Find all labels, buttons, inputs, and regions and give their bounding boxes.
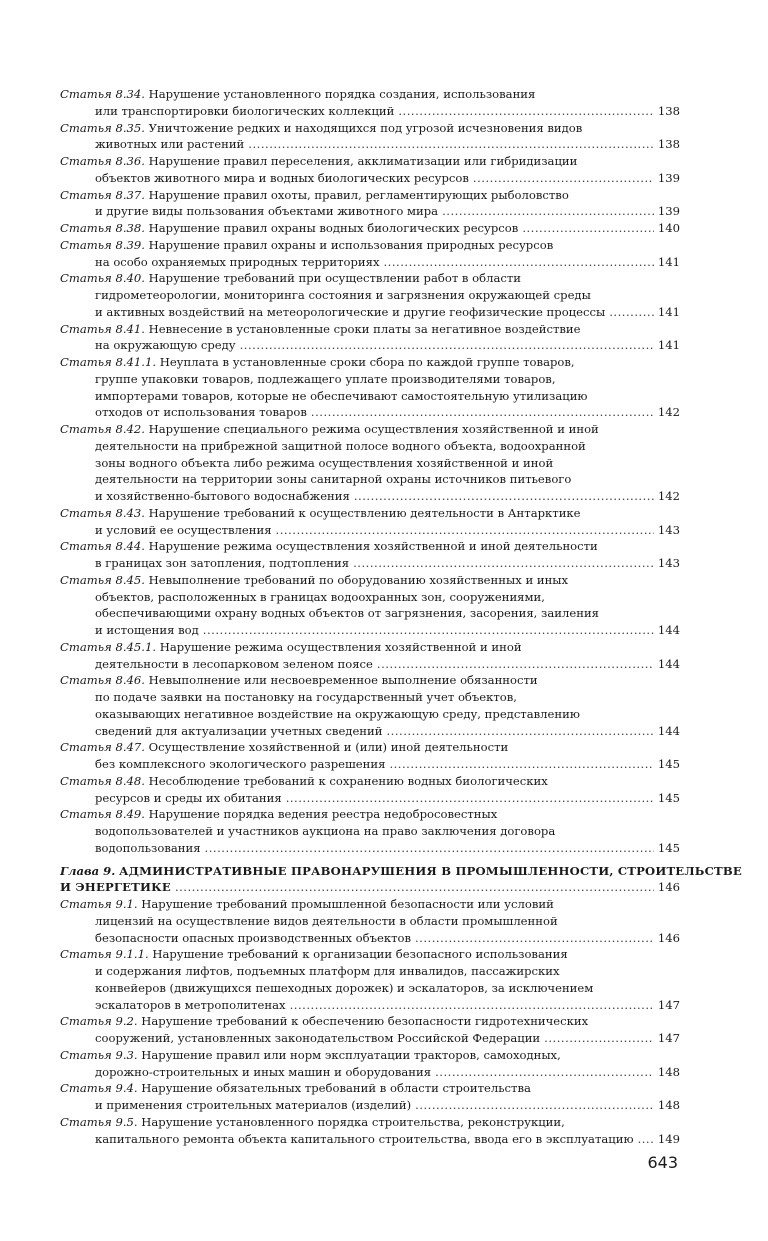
article-label: Статья 8.38.	[60, 221, 145, 235]
article-title-text: водопользования	[95, 840, 201, 855]
toc-entry-line	[60, 120, 680, 137]
toc-entry[interactable]	[60, 1047, 680, 1081]
toc-entry[interactable]	[60, 86, 680, 120]
toc-entry-line	[60, 270, 680, 287]
toc-entry-line	[60, 505, 680, 522]
article-label: Статья 8.47.	[60, 740, 145, 755]
toc-entry[interactable]	[60, 538, 680, 572]
article-title-text: Неуплата в установленные сроки сбора по каждой группе товаров,	[159, 355, 575, 369]
toc-page-ref: 148	[657, 1098, 680, 1112]
toc-page-ref: 138	[657, 137, 680, 152]
article-title-text: Нарушение требований при осуществлении работ в области	[148, 271, 522, 286]
article-title-text: конвейеров (движущихся пешеходных дорожек) и эскалаторов, за исключением	[95, 980, 594, 995]
toc-chapter-9-heading	[60, 863, 742, 897]
toc-entry-line	[60, 555, 680, 572]
article-label: Статья 8.37.	[60, 187, 145, 202]
article-title-text: Нарушение требований промышленной безопасности или условий	[141, 897, 554, 911]
toc-entry-line	[60, 1114, 680, 1131]
article-label: Статья 8.41.1.	[60, 355, 157, 369]
article-title-text: отходов от использования товаров	[95, 405, 307, 420]
toc-entry-line	[60, 86, 680, 103]
dot-leader	[290, 997, 654, 1014]
dot-leader	[442, 203, 654, 220]
article-label: Статья 8.34.	[60, 87, 145, 101]
toc-entry-line	[60, 254, 680, 271]
toc-entry-line	[60, 739, 680, 756]
toc-entry-line	[60, 103, 680, 120]
article-title-text: эскалаторов в метрополитенах	[95, 997, 286, 1012]
toc-entry-line	[60, 136, 680, 153]
article-label: Статья 8.48.	[60, 773, 145, 788]
toc-entry[interactable]	[60, 270, 680, 320]
dot-leader	[383, 254, 653, 271]
toc-page-ref: 147	[657, 1031, 680, 1045]
dot-leader	[398, 103, 654, 120]
article-title-text: Нарушение правил переселения, акклиматизации или гибридизации	[148, 154, 578, 168]
article-title-text: в границах зон затопления, подтопления	[95, 556, 350, 570]
toc-page-ref: 139	[657, 170, 680, 185]
article-label: Статья 9.5.	[60, 1114, 138, 1129]
toc-entry-line	[60, 404, 680, 421]
toc-entry[interactable]	[60, 153, 680, 187]
article-title-text: ресурсов и среды их обитания	[95, 790, 282, 805]
toc-entry-line	[60, 371, 680, 388]
toc-entry[interactable]	[60, 946, 680, 1013]
article-title-text: деятельности на территории зоны санитарной охраны источников питьевого	[95, 472, 572, 487]
toc-entry[interactable]	[60, 321, 680, 355]
article-title-text: и хозяйственно-бытового водоснабжения	[95, 489, 350, 503]
toc-entry-line	[60, 806, 680, 823]
article-title-text: оказывающих негативное воздействие на окружающую среду, представлению	[95, 706, 580, 721]
toc-page-ref: 141	[657, 304, 680, 319]
article-title-text: безопасности опасных производственных объектов	[95, 930, 411, 945]
article-label: Статья 8.45.	[60, 572, 145, 587]
article-title-text: или транспортировки биологических коллекций	[95, 103, 395, 118]
article-title-text: Нарушение специального режима осуществления хозяйственной и иной	[148, 422, 599, 436]
toc-entry[interactable]	[60, 672, 680, 739]
toc-entry-line	[60, 455, 680, 472]
dot-leader	[638, 1131, 654, 1148]
dot-leader	[386, 723, 653, 740]
toc-page-ref: 145	[657, 790, 680, 805]
toc-page-ref: 144	[657, 723, 680, 738]
toc-entry-line	[60, 321, 680, 338]
article-title-text: Нарушение установленного порядка строительства, реконструкции,	[141, 1114, 565, 1129]
toc-entry-line	[60, 203, 680, 220]
dot-leader	[205, 840, 654, 857]
article-title-text: Нарушение установленного порядка создания, использования	[148, 87, 536, 101]
toc-entry-line	[60, 773, 680, 790]
toc-entry-line	[60, 930, 680, 947]
article-title-text: группе упаковки товаров, подлежащего уплате производителями товаров,	[95, 371, 556, 386]
article-title-text: объектов, расположенных в границах водоохранных зон, сооружениями,	[95, 589, 545, 604]
toc-entry[interactable]	[60, 1080, 680, 1114]
article-title-text: обеспечивающими охрану водных объектов от загрязнения, засорения, заиления	[95, 606, 599, 621]
article-label: Статья 8.49.	[60, 807, 145, 822]
toc-entry-line	[60, 170, 680, 187]
toc-entry-line	[60, 589, 680, 606]
dot-leader	[276, 522, 654, 539]
article-title-text: водопользователей и участников аукциона на право заключения договора	[95, 824, 556, 838]
article-title-text: по подаче заявки на постановку на государственный учет объектов,	[95, 690, 517, 704]
toc-page-ref: 138	[657, 103, 680, 118]
dot-leader	[240, 337, 654, 354]
toc-entry-line	[60, 572, 680, 589]
toc-entry-line	[60, 220, 680, 237]
article-title-text: на окружающую среду	[95, 338, 236, 353]
article-title-text: сведений для актуализации учетных сведений	[95, 723, 383, 738]
toc-entry-line	[60, 438, 680, 455]
toc-entry-line	[60, 913, 680, 930]
article-title-text: и условий ее осуществления	[95, 522, 272, 537]
dot-leader	[435, 1064, 654, 1081]
dot-leader	[354, 488, 654, 505]
dot-leader	[286, 790, 654, 807]
toc-page-ref: 143	[657, 556, 680, 570]
toc-entry-line	[60, 187, 680, 204]
toc-entry-line	[60, 756, 680, 773]
toc-entry-line	[60, 1013, 680, 1030]
article-title-text: Уничтожение редких и находящихся под угрозой исчезновения видов	[148, 120, 583, 135]
toc-entry-line	[60, 237, 680, 254]
dot-leader	[175, 879, 654, 896]
toc-entry-line	[60, 963, 680, 980]
article-label: Статья 9.3.	[60, 1047, 138, 1062]
toc-entry[interactable]	[60, 806, 680, 856]
toc-entry-line	[60, 622, 680, 639]
article-title-text: и истощения вод	[95, 623, 199, 637]
toc-entry-line	[60, 471, 680, 488]
article-title-text: и другие виды пользования объектами животного мира	[95, 204, 439, 219]
toc-entry-line	[60, 1131, 680, 1148]
article-title-text: Нарушение режима осуществления хозяйственной и иной деятельности	[148, 539, 598, 554]
article-title-text: и активных воздействий на метеорологические и другие геофизические процессы	[95, 304, 606, 319]
article-title-text: и содержания лифтов, подъемных платформ для инвалидов, пассажирских	[95, 964, 560, 978]
article-title-text: гидрометеорологии, мониторинга состояния и загрязнения окружающей среды	[95, 288, 591, 302]
dot-leader	[389, 756, 653, 773]
article-title-text: Нарушение требований к обеспечению безопасности гидротехнических	[141, 1014, 589, 1029]
toc-entry-line	[60, 879, 680, 896]
article-title-text: деятельности на прибрежной защитной полосе водного объекта, водоохранной	[95, 438, 586, 453]
article-title-text: зоны водного объекта либо режима осуществления хозяйственной и иной	[95, 455, 554, 470]
toc-entry-line	[60, 997, 680, 1014]
article-title-text: Нарушение правил охоты, правил, регламентирующих рыболовство	[148, 187, 569, 202]
article-label: Статья 8.40.	[60, 271, 145, 286]
toc-entry-line	[60, 946, 680, 963]
article-title-text: Нарушение режима осуществления хозяйственной и иной	[159, 639, 522, 654]
article-title-text: сооружений, установленных законодательством Российской Федерации	[95, 1031, 541, 1045]
dot-leader	[248, 136, 654, 153]
article-label: Статья 9.4.	[60, 1081, 138, 1096]
toc-page-ref: 149	[657, 1131, 680, 1146]
toc-entry[interactable]	[60, 639, 680, 673]
toc-entry-line	[60, 896, 680, 913]
toc-entry-line	[60, 488, 680, 505]
toc-entry[interactable]	[60, 1013, 680, 1047]
chapter-label: Глава 9.	[60, 863, 116, 878]
toc-entry-line	[60, 304, 680, 321]
dot-leader	[353, 555, 654, 572]
toc-entry-line	[60, 672, 680, 689]
toc-page-ref: 141	[657, 254, 680, 269]
toc-page-ref: 143	[657, 522, 680, 537]
article-label: Статья 8.35.	[60, 120, 145, 135]
toc-entry-line	[60, 538, 680, 555]
article-title-text: Осуществление хозяйственной и (или) иной деятельности	[148, 740, 509, 755]
article-title-text: Нарушение правил охраны водных биологических ресурсов	[148, 221, 519, 235]
toc-page-ref: 147	[657, 997, 680, 1012]
article-title-text: Несоблюдение требований к сохранению водных биологических	[148, 773, 548, 788]
dot-leader	[473, 170, 654, 187]
article-title-text: Нарушение требований к организации безопасного использования	[152, 947, 568, 962]
toc-entry-line	[60, 1030, 680, 1047]
table-of-contents	[60, 86, 742, 1147]
article-title-text: Нарушение порядка ведения реестра недобросовестных	[148, 807, 498, 822]
article-label: Статья 8.44.	[60, 539, 145, 554]
article-title-text: Невыполнение требований по оборудованию хозяйственных и иных	[148, 572, 569, 587]
article-label: Статья 8.45.1.	[60, 639, 157, 654]
dot-leader	[522, 220, 654, 237]
toc-entry-line	[60, 706, 680, 723]
dot-leader	[311, 404, 654, 421]
toc-entry-line	[60, 689, 680, 706]
toc-entry-line	[60, 1080, 680, 1097]
article-label: Статья 9.1.1.	[60, 947, 149, 962]
toc-page-ref: 141	[657, 338, 680, 353]
toc-entry-line	[60, 1047, 680, 1064]
toc-entry[interactable]	[60, 421, 680, 505]
toc-page-ref: 144	[657, 656, 680, 671]
dot-leader	[609, 304, 654, 321]
article-title-text: на особо охраняемых природных территориях	[95, 254, 380, 269]
toc-page-ref: 139	[657, 204, 680, 219]
article-title-text: животных или растений	[95, 137, 245, 152]
article-label: Статья 8.41.	[60, 321, 145, 336]
article-title-text: Невнесение в установленные сроки платы за негативное воздействие	[148, 321, 581, 336]
toc-entry-line	[60, 1064, 680, 1081]
article-title-text: Невыполнение или несвоевременное выполнение обязанности	[148, 673, 538, 688]
toc-entry-line	[60, 790, 680, 807]
chapter-title-text: АДМИНИСТРАТИВНЫЕ ПРАВОНАРУШЕНИЯ В ПРОМЫШЛЕННОСТИ, СТРОИТЕЛЬСТВЕ	[118, 863, 742, 878]
toc-entry-line	[60, 287, 680, 304]
article-label: Статья 9.1.	[60, 897, 138, 911]
toc-entry-line	[60, 421, 680, 438]
page-number: 643	[647, 1153, 678, 1172]
article-title-text: лицензий на осуществление видов деятельности в области промышленной	[95, 913, 558, 928]
dot-leader	[415, 930, 654, 947]
toc-entry[interactable]	[60, 505, 680, 539]
article-title-text: объектов животного мира и водных биологических ресурсов	[95, 170, 469, 185]
toc-page-ref: 140	[657, 221, 680, 235]
toc-entry-line	[60, 863, 742, 880]
toc-entry-line	[60, 388, 680, 405]
toc-entry-line	[60, 639, 680, 656]
toc-page-ref: 148	[657, 1064, 680, 1079]
article-label: Статья 8.46.	[60, 673, 145, 688]
toc-entry-line	[60, 823, 680, 840]
toc-page-ref: 142	[657, 489, 680, 503]
article-title-text: Нарушение правил охраны и использования природных ресурсов	[148, 237, 554, 252]
article-title-text: Нарушение правил или норм эксплуатации тракторов, самоходных,	[141, 1047, 561, 1062]
toc-entry-line	[60, 337, 680, 354]
article-title-text: и применения строительных материалов (изделий)	[95, 1098, 412, 1112]
toc-entry-line	[60, 840, 680, 857]
toc-entry[interactable]	[60, 120, 680, 154]
toc-entry[interactable]	[60, 1114, 680, 1148]
article-label: Статья 8.43.	[60, 505, 145, 520]
toc-page-ref: 146	[657, 880, 680, 895]
article-label: Статья 8.39.	[60, 237, 145, 252]
toc-entry[interactable]	[60, 354, 680, 421]
toc-entry-line	[60, 1097, 680, 1114]
toc-entry-line	[60, 153, 680, 170]
toc-entry[interactable]	[60, 739, 680, 773]
toc-entry[interactable]	[60, 896, 680, 946]
article-title-text: импортерами товаров, которые не обеспечивают самостоятельную утилизацию	[95, 388, 588, 403]
toc-entry[interactable]	[60, 237, 680, 271]
article-label: Статья 9.2.	[60, 1014, 138, 1029]
dot-leader	[377, 656, 654, 673]
toc-entry[interactable]	[60, 220, 680, 237]
dot-leader	[203, 622, 654, 639]
toc-page-ref: 142	[657, 405, 680, 420]
dot-leader	[544, 1030, 654, 1047]
toc-entry-line	[60, 723, 680, 740]
article-label: Статья 8.36.	[60, 154, 145, 168]
toc-entry-line	[60, 605, 680, 622]
toc-entry-line	[60, 980, 680, 997]
toc-page-ref: 145	[657, 840, 680, 855]
article-title-text: дорожно-строительных и иных машин и оборудования	[95, 1064, 432, 1079]
toc-entry-line	[60, 656, 680, 673]
article-title-text: без комплексного экологического разрешения	[95, 757, 386, 771]
toc-page-ref: 145	[657, 757, 680, 771]
article-label: Статья 8.42.	[60, 422, 145, 436]
article-title-text: деятельности в лесопарковом зеленом поясе	[95, 656, 373, 671]
toc-section-chapter-9	[60, 896, 680, 1147]
toc-page-ref: 146	[657, 930, 680, 945]
article-title-text: капитального ремонта объекта капитального строительства, ввода его в эксплуатацию	[95, 1131, 634, 1146]
toc-section-chapter-8	[60, 86, 680, 857]
toc-entry-line	[60, 522, 680, 539]
article-title-text: Нарушение обязательных требований в области строительства	[141, 1081, 531, 1096]
article-title-text: Нарушение требований к осуществлению деятельности в Антарктике	[148, 505, 581, 520]
chapter-title-text: И ЭНЕРГЕТИКЕ	[60, 880, 171, 895]
toc-page-ref: 144	[657, 623, 680, 637]
toc-entry[interactable]	[60, 572, 680, 639]
toc-entry-line	[60, 354, 680, 371]
toc-entry[interactable]	[60, 187, 680, 221]
dot-leader	[415, 1097, 654, 1114]
toc-entry[interactable]	[60, 773, 680, 807]
